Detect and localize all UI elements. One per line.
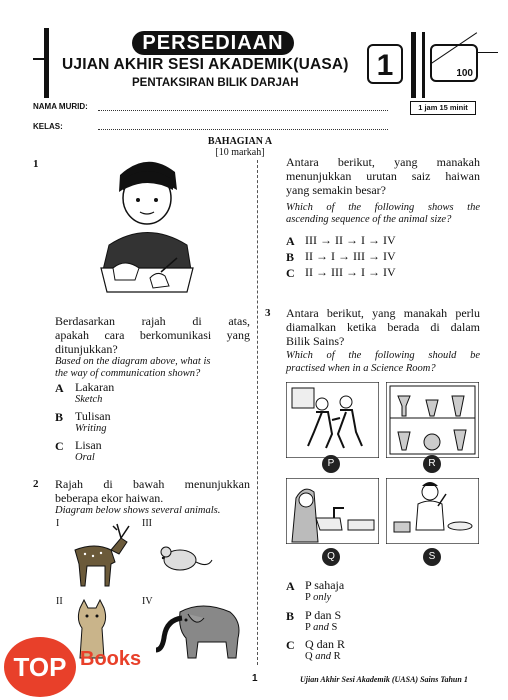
q2-text-ms-1: Rajah di bawah menunjukkan: [55, 477, 250, 491]
exam-title: UJIAN AKHIR SESI AKADEMIK(UASA): [62, 56, 349, 73]
animal-label-ii: II: [56, 596, 63, 607]
q2-option-b-letter[interactable]: B: [286, 250, 295, 264]
q1-option-c-text[interactable]: Lisan: [75, 438, 102, 452]
header-left-rule: [33, 58, 48, 60]
q2-text-en: Diagram below shows several animals.: [55, 505, 221, 516]
topbooks-logo-circle: TOP: [4, 637, 76, 697]
page-number: 1: [252, 673, 258, 684]
q2-question-ms-1: Antara berikut, yang manakah: [286, 155, 480, 169]
q3-text-en-1: Which of the following should be: [286, 350, 480, 361]
topbooks-logo-text: Books: [80, 648, 142, 670]
q3-option-c-letter[interactable]: C: [286, 638, 295, 652]
picture-label-p: P: [322, 455, 340, 473]
mouse-icon: [158, 540, 213, 575]
q3-option-a-text[interactable]: P sahaja: [305, 578, 345, 592]
column-divider: [257, 160, 258, 665]
q1-option-b-letter[interactable]: B: [55, 410, 64, 424]
q2-question-en-1: Which of the following shows the: [286, 202, 480, 213]
q3-text-en-2: practised when in a Science Room?: [286, 363, 436, 374]
q2-question-ms-3: yang semakin besar?: [286, 183, 386, 197]
picture-label-s: S: [423, 548, 441, 566]
q2-text-ms-2: beberapa ekor haiwan.: [55, 491, 164, 505]
paper-number: 1: [367, 44, 403, 84]
section-title: BAHAGIAN A: [207, 136, 273, 147]
q2-option-a-letter[interactable]: A: [286, 234, 295, 248]
header-pill: PERSEDIAAN: [132, 31, 294, 55]
q3-option-b-en: P and S: [305, 622, 338, 633]
picture-r-lab-bottles: [386, 382, 479, 458]
q3-text-ms-2: diamalkan ketika berada di dalam: [286, 320, 480, 334]
exam-subtitle: PENTAKSIRAN BILIK DARJAH: [132, 77, 299, 89]
q1-option-c-letter[interactable]: C: [55, 439, 64, 453]
footer-note: Ujian Akhir Sesi Akademik (UASA) Sains Tahun 1: [300, 675, 468, 684]
q1-option-a-text[interactable]: Lakaran: [75, 380, 115, 394]
q3-number: 3: [265, 307, 271, 319]
q3-option-a-en: P only: [305, 592, 332, 603]
q2-number: 2: [33, 478, 39, 490]
q3-option-c-en: Q and R: [305, 651, 341, 662]
animal-label-i: I: [56, 518, 60, 529]
picture-label-q: Q: [322, 548, 340, 566]
class-label: KELAS:: [33, 122, 63, 131]
total-marks: 100: [456, 68, 473, 79]
q1-text-ms-2: apakah cara berkomunikasi yang: [55, 328, 250, 342]
boy-writing-illustration: [95, 150, 200, 300]
header-right-bar: [411, 32, 416, 98]
q1-number: 1: [33, 158, 39, 170]
q1-text-en-1: Based on the diagram above, what is: [55, 356, 211, 367]
q1-option-b-en: Writing: [75, 423, 107, 434]
q1-text-en-2: the way of communication shown?: [55, 368, 201, 379]
picture-s-tasting: [386, 478, 479, 544]
picture-label-r: R: [423, 455, 441, 473]
q1-option-a-en: Sketch: [75, 394, 103, 405]
score-box: [430, 44, 478, 82]
q3-option-b-text[interactable]: P dan S: [305, 608, 342, 622]
animal-label-iii: III: [142, 518, 152, 529]
q1-option-b-text[interactable]: Tulisan: [75, 409, 111, 423]
q1-option-a-letter[interactable]: A: [55, 381, 64, 395]
picture-q-washing-hands: [286, 478, 379, 544]
q1-text-ms-3: ditunjukkan?: [55, 342, 118, 356]
q1-option-c-en: Oral: [75, 452, 95, 463]
header-left-bar: [44, 28, 49, 98]
section-marks: [10 markah]: [215, 147, 265, 158]
q3-option-a-letter[interactable]: A: [286, 579, 295, 593]
name-field[interactable]: [98, 110, 388, 111]
q2-option-c-letter[interactable]: C: [286, 266, 295, 280]
header-right-bar-2: [422, 32, 425, 98]
header-right-rule: [478, 52, 498, 53]
q2-option-a-text[interactable]: III → II → I → IV: [305, 233, 396, 247]
q2-option-b-text[interactable]: II → I → III → IV: [305, 249, 396, 263]
name-label: NAMA MURID:: [33, 102, 88, 111]
elephant-icon: [152, 598, 247, 660]
q3-text-ms-3: Bilik Sains?: [286, 334, 345, 348]
q3-option-b-letter[interactable]: B: [286, 609, 295, 623]
deer-icon: [65, 520, 135, 588]
q2-question-ms-2: menunjukkan urutan saiz haiwan: [286, 169, 480, 183]
q2-option-c-text[interactable]: II → III → I → IV: [305, 265, 396, 279]
picture-p-running: [286, 382, 379, 458]
q3-text-ms-1: Antara berikut, yang manakah perlu: [286, 306, 480, 320]
q1-text-ms-1: Berdasarkan rajah di atas,: [55, 314, 250, 328]
animal-label-iv: IV: [142, 596, 153, 607]
class-field[interactable]: [98, 129, 388, 130]
duration-box: 1 jam 15 minit: [410, 101, 476, 115]
q2-question-en-2: ascending sequence of the animal size?: [286, 214, 452, 225]
q3-option-c-text[interactable]: Q dan R: [305, 637, 345, 651]
